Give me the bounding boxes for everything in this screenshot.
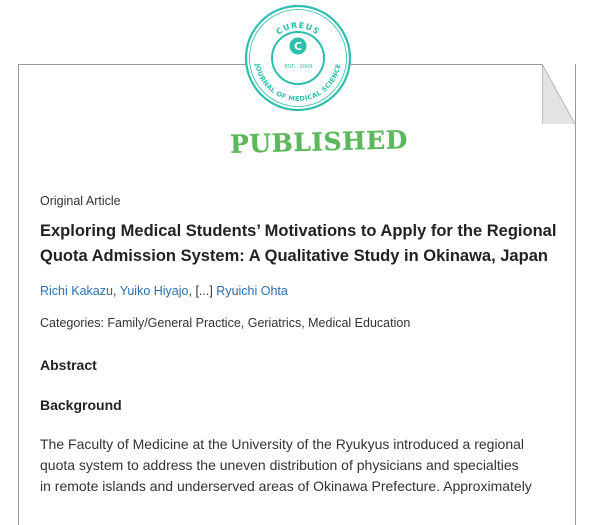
seal-bottom-text [0, 0, 1, 1]
author-list [40, 284, 288, 298]
background-line-3: in remote islands and underserved areas of Okinawa Prefecture. Approximately [40, 478, 532, 494]
page-fold-corner [542, 64, 575, 124]
author-link[interactable]: Yuiko Hiyajo [119, 284, 189, 298]
article-title [40, 219, 570, 269]
seal-year [0, 0, 1, 1]
author-link[interactable]: Ryuichi Ohta [216, 284, 288, 298]
expand-authors-button[interactable]: [...] [195, 284, 213, 298]
svg-text:2009: 2009 [299, 64, 313, 70]
seal-top-text [0, 0, 1, 1]
background-line-2: quota system to address the uneven distribution of physicians and specialties [40, 457, 519, 473]
article-title-line-1: Exploring Medical Students’ Motivations to Apply for the Regional [40, 222, 557, 240]
seal-est-label [0, 0, 1, 1]
author-link[interactable]: Richi Kakazu [40, 284, 113, 298]
abstract-heading: Abstract [40, 357, 97, 373]
published-stamp: PUBLISHED [229, 125, 409, 159]
article-type: Original Article [40, 194, 121, 208]
seal-center-letter [0, 0, 1, 1]
svg-text:JOURNAL OF MEDICAL SCIENCE: JOURNAL OF MEDICAL SCIENCE [253, 62, 343, 104]
svg-text:C: C [293, 40, 303, 53]
background-line-1: The Faculty of Medicine at the University of the Ryukyus introduced a regional [40, 436, 525, 452]
svg-text:CUREUS: CUREUS [274, 20, 322, 37]
author-separator: , [188, 284, 196, 298]
author-separator: , [112, 284, 120, 298]
background-heading: Background [40, 397, 122, 413]
article-categories: Categories: Family/General Practice, Geriatrics, Medical Education [40, 316, 411, 330]
svg-text:EST.: EST. [284, 64, 296, 70]
journal-seal [244, 4, 352, 112]
article-title-line-2: Quota Admission System: A Qualitative Study in Okinawa, Japan [40, 247, 548, 265]
background-paragraph [40, 434, 565, 497]
